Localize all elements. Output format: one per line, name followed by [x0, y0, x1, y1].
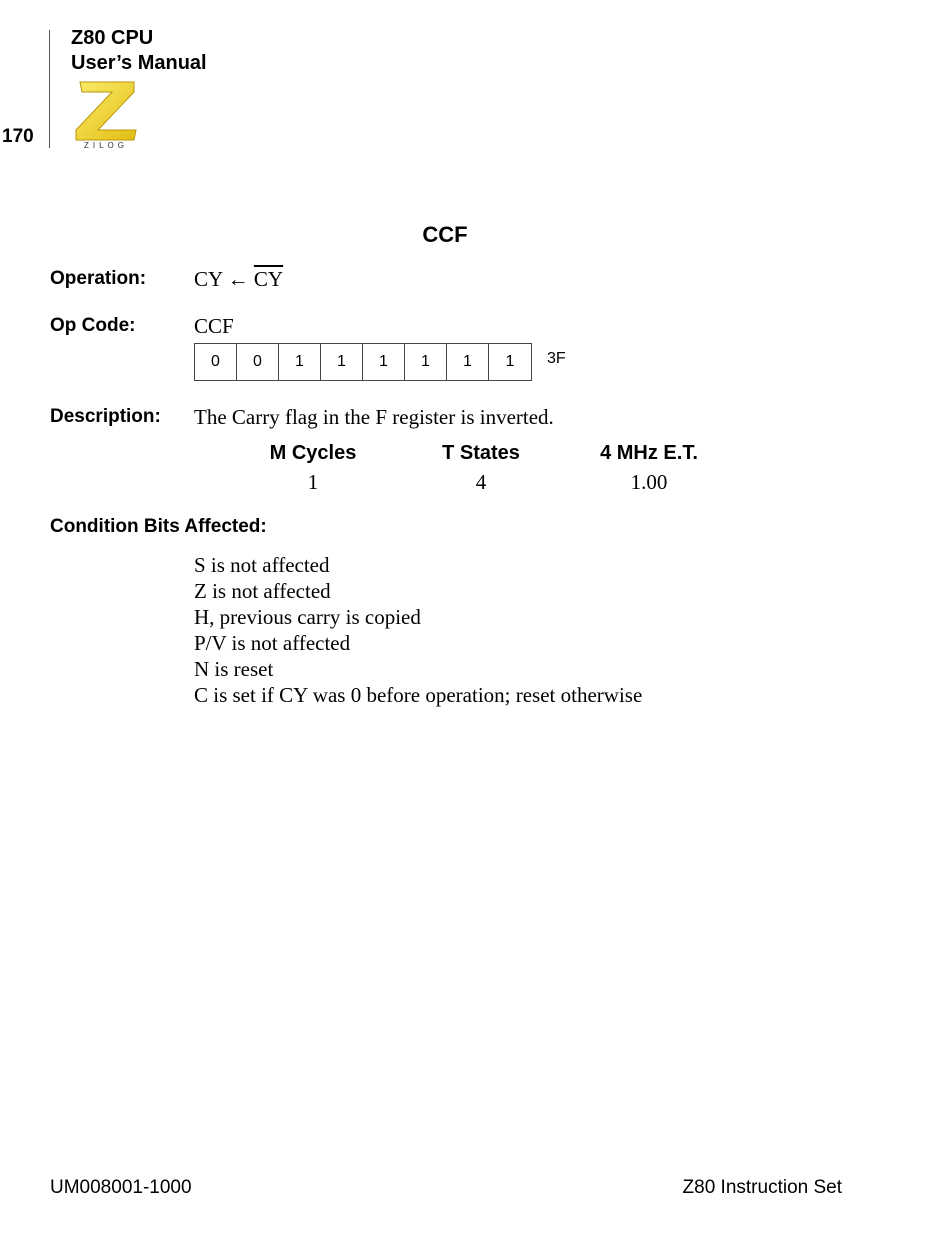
logo-caption: ZILOG — [83, 141, 129, 150]
opcode-bit: 1 — [505, 353, 515, 370]
opcode-bit: 0 — [237, 344, 279, 380]
opcode-bit: 1 — [363, 344, 405, 380]
condition-item: Z is not affected — [194, 579, 331, 603]
condition-item: C is set if CY was 0 before operation; reset otherwise — [194, 683, 643, 707]
condition-item: H, previous carry is copied — [194, 605, 421, 629]
timing-header-tstates: T States — [442, 442, 520, 464]
operation-lhs: CY ← — [194, 267, 249, 291]
timing-header-mcycles: M Cycles — [269, 442, 357, 464]
condition-bits-label: Condition Bits Affected: — [50, 516, 267, 537]
opcode-bit: 0 — [195, 344, 237, 380]
manual-title-line2: User’s Manual — [71, 52, 207, 74]
instruction-title: CCF — [422, 222, 468, 247]
zilog-logo — [72, 78, 140, 150]
page-number: 170 — [2, 126, 34, 147]
condition-item: N is reset — [194, 657, 274, 681]
opcode-bit: 1 — [321, 344, 363, 380]
description-label: Description: — [50, 406, 161, 427]
manual-title-line1: Z80 CPU — [71, 27, 154, 49]
operation-expression — [194, 267, 283, 292]
timing-header-et: 4 MHz E.T. — [600, 442, 698, 464]
opcode-bit-field — [194, 343, 532, 381]
opcode-label: Op Code: — [50, 315, 136, 336]
header-rule — [49, 30, 50, 148]
opcode-bit: 1 — [447, 344, 489, 380]
footer-section: Z80 Instruction Set — [682, 1177, 842, 1198]
manual-title — [71, 26, 207, 76]
opcode-hex: 3F — [547, 350, 566, 367]
opcode-bit: 1 — [279, 344, 321, 380]
timing-value-tstates: 4 — [475, 470, 487, 494]
condition-item: P/V is not affected — [194, 631, 351, 655]
footer-doc-id: UM008001-1000 — [50, 1177, 192, 1198]
condition-bits-list — [194, 552, 642, 708]
operation-label: Operation: — [50, 268, 147, 289]
timing-value-et: 1.00 — [630, 470, 668, 494]
description-text: The Carry flag in the F register is inverted. — [194, 405, 554, 429]
opcode-bit: 1 — [405, 344, 447, 380]
timing-value-mcycles: 1 — [307, 470, 319, 494]
operation-rhs: $\overline{CY}$ — [253, 267, 284, 291]
opcode-name: CCF — [194, 314, 234, 338]
condition-item: S is not affected — [194, 553, 330, 577]
